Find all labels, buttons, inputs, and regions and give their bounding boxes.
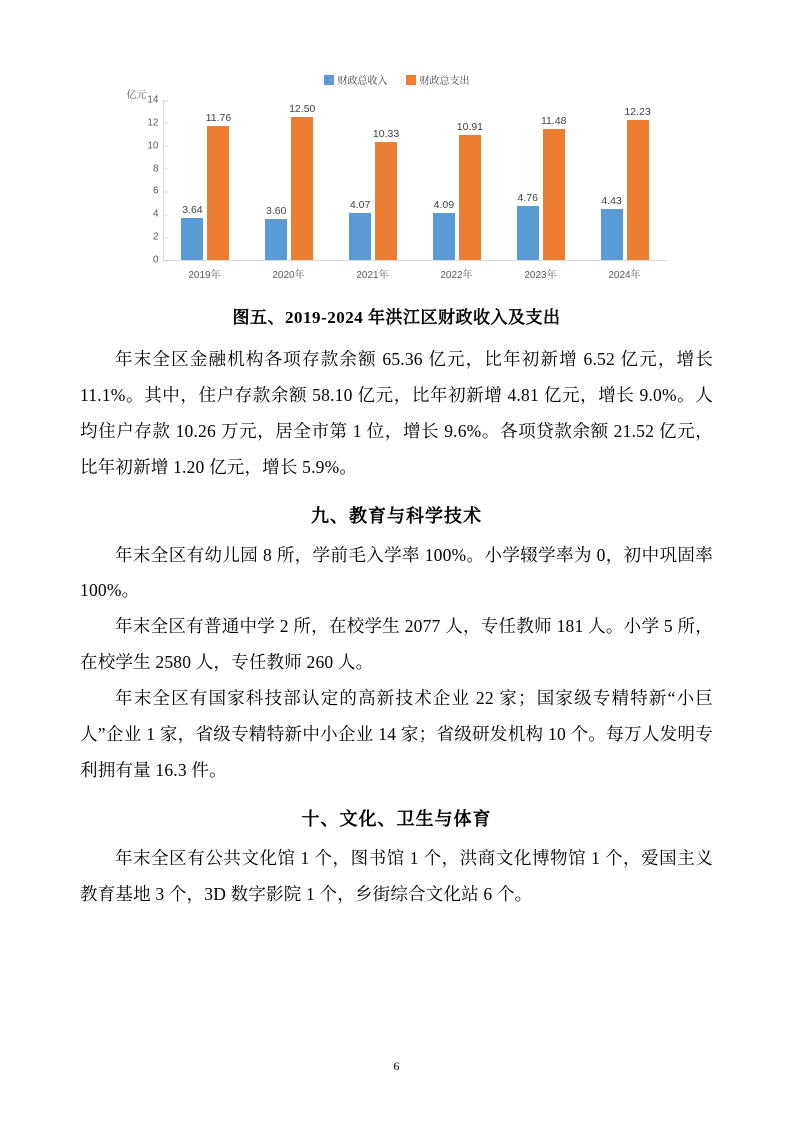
y-tick: 14 xyxy=(147,95,163,106)
figure-chart xyxy=(80,72,713,328)
bar-revenue xyxy=(181,204,203,260)
bar-value-label: 12.23 xyxy=(624,106,651,119)
legend-item-revenue xyxy=(324,72,388,87)
bar-value-label: 11.48 xyxy=(540,114,567,127)
bar-value-label: 11.76 xyxy=(205,111,232,124)
bar-group xyxy=(254,100,324,260)
chart-plot-area xyxy=(147,94,667,266)
bar-value-label: 3.60 xyxy=(266,204,287,217)
bar-value-label: 10.91 xyxy=(456,121,484,134)
y-tick: 10 xyxy=(147,140,163,151)
legend-swatch-expenditure xyxy=(406,75,416,85)
bar-expenditure xyxy=(205,111,232,260)
section-heading-education: 九、教育与科学技术 xyxy=(311,505,482,526)
bar-revenue xyxy=(601,195,623,260)
paragraph-technology: 年末全区有国家科技部认定的高新技术企业 22 家；国家级专精特新“小巨人”企业 1 家，省级专精特新中小企业 14 家；省级研发机构 10 个。每万人发明专利拥有量 16.3 件。 xyxy=(80,688,713,780)
y-axis-unit: 亿元 xyxy=(126,90,147,101)
bar-groups xyxy=(164,100,667,260)
chart-legend xyxy=(117,72,677,87)
bar-group xyxy=(170,100,240,260)
bar-expenditure xyxy=(624,106,651,260)
y-tick: 8 xyxy=(153,163,164,174)
bar-expenditure xyxy=(540,114,567,260)
x-tick-label: 2021年 xyxy=(356,270,389,281)
x-axis-labels xyxy=(163,266,667,281)
x-tick-label: 2020年 xyxy=(272,270,305,281)
bar-chart xyxy=(117,72,677,287)
bar-expenditure xyxy=(456,121,484,260)
page-number: 6 xyxy=(393,1059,400,1073)
x-tick-label: 2022年 xyxy=(440,270,473,281)
bar-revenue xyxy=(265,204,287,260)
legend-swatch-revenue xyxy=(324,75,334,85)
legend-label-revenue: 财政总收入 xyxy=(337,76,388,87)
bar-expenditure xyxy=(372,127,400,260)
bar-value-label: 10.33 xyxy=(372,127,400,140)
section-heading-culture: 十、文化、卫生与体育 xyxy=(301,808,492,829)
bar-group xyxy=(589,100,659,260)
y-tick: 12 xyxy=(147,117,163,128)
legend-item-expenditure xyxy=(406,72,470,87)
legend-label-expenditure: 财政总支出 xyxy=(419,76,470,87)
bar-expenditure xyxy=(289,103,316,260)
paragraph-schools: 年末全区有普通中学 2 所，在校学生 2077 人，专任教师 181 人。小学 5 所，在校学生 2580 人，专任教师 260 人。 xyxy=(80,616,713,673)
bar-value-label: 4.07 xyxy=(349,199,371,212)
bar-group xyxy=(506,100,576,260)
y-tick: 0 xyxy=(153,255,164,266)
y-tick: 4 xyxy=(153,209,164,220)
paragraph-finance: 年末全区金融机构各项存款余额 65.36 亿元，比年初新增 6.52 亿元，增长 11.1%。其中，住户存款余额 58.10 亿元，比年初新增 4.81 亿元，增长 9.0%。人均住户存款 10.26 万元，居全市第 1 位，增长 9.6%。各项贷款余额 21.52 亿元，比年初新增 1.20 亿元，增长 5.9%。 xyxy=(80,349,713,477)
x-tick-label: 2024年 xyxy=(608,270,641,281)
y-tick: 6 xyxy=(153,186,164,197)
bar-revenue xyxy=(517,191,539,260)
bar-value-label: 4.43 xyxy=(601,195,622,208)
bar-revenue xyxy=(349,199,371,260)
bar-revenue xyxy=(433,199,455,260)
bar-value-label: 4.09 xyxy=(433,199,455,212)
bar-group xyxy=(338,100,408,260)
x-tick-label: 2023年 xyxy=(524,270,557,281)
x-tick-label: 2019年 xyxy=(188,270,221,281)
paragraph-culture: 年末全区有公共文化馆 1 个，图书馆 1 个，洪商文化博物馆 1 个，爱国主义教育基地 3 个，3D 数字影院 1 个，乡街综合文化站 6 个。 xyxy=(80,847,713,904)
bar-value-label: 12.50 xyxy=(289,103,316,116)
bar-group xyxy=(422,100,492,260)
paragraph-kindergarten: 年末全区有幼儿园 8 所，学前毛入学率 100%。小学辍学率为 0，初中巩固率 100%。 xyxy=(80,544,713,601)
figure-caption: 图五、2019-2024 年洪江区财政收入及支出 xyxy=(232,308,561,327)
y-tick: 2 xyxy=(153,232,164,243)
bar-value-label: 4.76 xyxy=(517,191,538,204)
bar-value-label: 3.64 xyxy=(182,204,203,217)
